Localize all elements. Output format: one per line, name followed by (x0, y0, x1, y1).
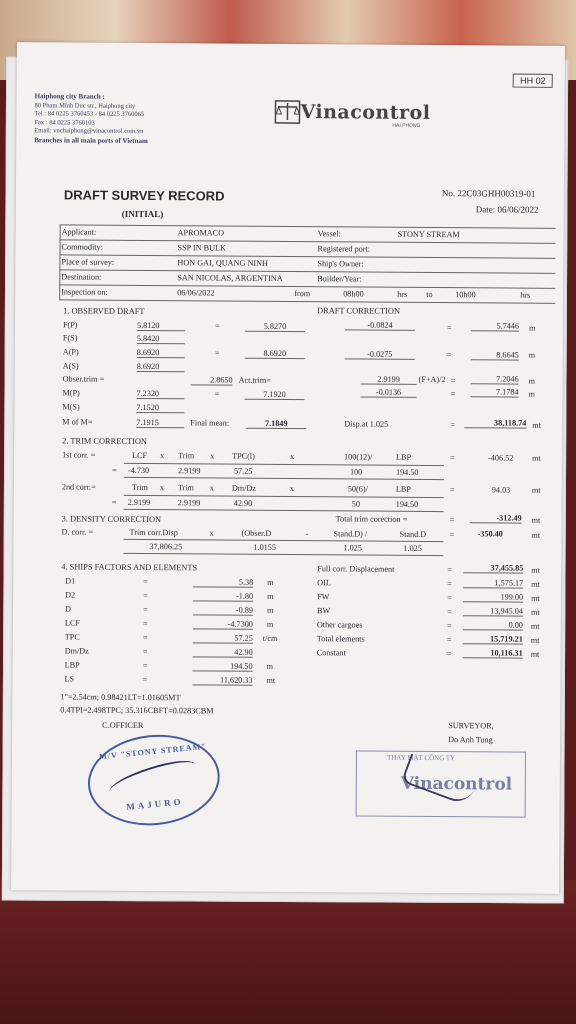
ship-stamp-port: MAJURO (125, 796, 185, 812)
bw-label: BW (316, 606, 331, 616)
minus-sign: - (305, 529, 309, 539)
branch-fax: Fax : 84 0225 3760103 (34, 118, 95, 127)
unit-lbp: m (266, 661, 274, 671)
port-label: Registered port: (317, 244, 371, 254)
eq-dmdz: = (142, 646, 148, 657)
unit-c1: mt (532, 453, 541, 463)
eq-ls: = (142, 674, 148, 685)
builder-label: Builder/Year: (317, 274, 362, 284)
first-corr-label: 1st corr. = (62, 450, 96, 460)
unit-bw: mt (530, 607, 540, 617)
lcf-value: -4.7300 (193, 619, 253, 629)
lcf-header: LCF (132, 450, 148, 461)
tpc-label: TPC (64, 632, 80, 642)
branch-note: Branches in all main ports of Vietnam (34, 135, 148, 145)
mom-value: 7.1915 (136, 418, 184, 428)
d1-value: 5.38 (193, 577, 253, 587)
x2: x (210, 451, 215, 461)
f-correction: -0.0824 (345, 320, 415, 330)
eq-fa: = (450, 376, 456, 386)
sd2-header: Stand.D (399, 529, 427, 539)
total-elements-value: 15,719.21 (463, 634, 523, 644)
ls-label: LS (64, 674, 75, 684)
m-result: 7.1784 (470, 387, 518, 397)
commodity-label: Commodity: (61, 242, 103, 252)
page-title: DRAFT SURVEY RECORD (63, 187, 225, 204)
dmdz-label: Dm/Dz (64, 646, 89, 656)
destination-value: SAN NICOLAS, ARGENTINA (177, 273, 283, 283)
x3: x (290, 452, 295, 462)
owner-label: Ship's Owner: (317, 259, 364, 269)
m-mean: 7.1920 (244, 390, 304, 400)
c1-den: 100 (349, 467, 363, 477)
fs-label: F(S) (62, 333, 78, 343)
eq-oc: = (446, 621, 452, 631)
place-label: Place of survey: (61, 257, 115, 267)
as-label: A(S) (62, 361, 79, 371)
unit-d: m (266, 605, 274, 615)
fw-label: FW (317, 592, 330, 602)
applicant-label: Applicant: (61, 227, 97, 237)
branch-email: Email: vnchaiphong@vinacontrol.com.vn (34, 127, 144, 135)
eq-fmean: = (214, 321, 220, 331)
c2-trim-2: 2.9199 (177, 498, 201, 508)
a-result: 8.6645 (471, 350, 519, 360)
eq-ares: = (446, 350, 452, 360)
conversion-2: 0.4TPI=2.498TPC; 35.316CBFT=0.0283CBM (60, 705, 214, 716)
a-mean: 8.6920 (245, 349, 305, 359)
f-result: 5.7446 (471, 321, 519, 331)
x6: x (289, 484, 294, 494)
od-header: (Obser.D (241, 528, 272, 538)
unit-dcorr: mt (531, 530, 541, 540)
eq-mres: = (450, 389, 456, 399)
eq-disp: = (450, 420, 455, 430)
ship-factors-title: 4. SHIPS FACTORS AND ELEMENTS (61, 562, 198, 573)
eq-mmean: = (214, 389, 220, 399)
a-correction: -0.0275 (345, 349, 415, 359)
destination-label: Destination: (61, 272, 102, 282)
d-corr-label: D. corr. = (61, 527, 94, 537)
logo-sub: HAI PHONG (392, 122, 421, 129)
eq-bw: = (446, 607, 452, 617)
from-time: 08h00 (343, 289, 364, 299)
vessel-label: Vessel: (317, 229, 341, 239)
fa-result: 7.2046 (471, 374, 519, 384)
branch-name: Haiphong city Branch : (34, 92, 105, 101)
from-label: from (294, 289, 311, 299)
constant-value: 10,116.31 (463, 648, 523, 658)
fcd-value: 37,455.85 (463, 563, 523, 573)
doc-code: HH 02 (513, 74, 553, 88)
eq-fw: = (447, 593, 452, 603)
ship-stamp-name: M/V "STONY STREAM" (98, 741, 207, 762)
fp-value: 5.8120 (137, 321, 185, 331)
eq-const: = (446, 649, 452, 659)
m-correction: -0.0136 (360, 388, 416, 398)
disp-label: Disp.at 1.025 (344, 419, 389, 429)
d2-value: -1.80 (193, 591, 253, 601)
mom-label: M of M= (62, 417, 93, 427)
eq-lcf: = (142, 618, 148, 629)
place-value: HON GAI, QUANG NINH (177, 258, 268, 268)
x4: x (159, 483, 164, 493)
eq-dcorr: = (449, 530, 455, 540)
unit-ls: mt (266, 675, 276, 685)
unit-te: mt (530, 635, 540, 645)
inspection-date: 06/06/2022 (177, 288, 215, 298)
unit-ttc: mt (531, 515, 541, 525)
fp-label: F(P) (62, 320, 78, 330)
oil-label: OIL (317, 578, 331, 588)
ship-stamp (84, 729, 224, 831)
branch-tel: Tel : 84 0225 3760453 - 84 0225 3760065 (34, 110, 145, 118)
eq-c2: = (449, 485, 455, 495)
oil-value: 1,575.17 (463, 578, 523, 588)
lbp-value: 194.50 (193, 661, 253, 671)
total-trim-label: Total trim corection = (335, 514, 408, 524)
fa-label: (F+A)/2 (418, 374, 446, 385)
lbp-label: LBP (64, 660, 80, 670)
eq-d: = (142, 604, 148, 615)
record-date: Date: 06/06/2022 (475, 204, 539, 215)
x1: x (160, 451, 165, 461)
trim-correction-title: 2. TRIM CORRECTION (62, 436, 147, 447)
unit-fw: mt (531, 593, 540, 603)
constant-label: Constant (316, 648, 346, 658)
ap-value: 8.6920 (137, 348, 185, 358)
c2-dmdz: 42.90 (233, 498, 253, 508)
draft-correction-title: DRAFT CORRECTION (317, 306, 401, 316)
d1-label: D1 (65, 576, 76, 586)
ms-value: 7.1520 (136, 403, 184, 413)
hrs-label-2: hrs (520, 290, 531, 300)
total-trim-value: -312.49 (470, 513, 522, 523)
second-corr-label: 2nd corr.= (61, 482, 96, 492)
c2-trim-1: 2.9199 (127, 497, 151, 508)
c2-lbp: 194.50 (395, 499, 419, 509)
branch-address: 80 Pham Minh Duc str., Haiphong city (34, 101, 136, 110)
eq-c2b: = (111, 497, 117, 507)
record-number: No. 22C03GHH00319-01 (441, 188, 536, 199)
unit-oc: mt (530, 621, 540, 631)
officer-label: C.OFFICER (102, 720, 144, 730)
inspection-label: Inspection on: (61, 287, 108, 297)
sd1-value: 1.025 (343, 543, 362, 553)
company-stamp-top: THAY MẶT CÔNG TY (386, 753, 456, 763)
unit-d2: m (267, 591, 274, 601)
trim2-header-a: Trim (131, 482, 148, 493)
dmdz-header: Dm/Dz (231, 483, 256, 493)
vessel-value: STONY STREAM (397, 229, 460, 240)
other-cargoes-label: Other cargoes (316, 620, 363, 630)
commodity-value: SSP IN BULK (177, 243, 226, 253)
company-stamp-name: Vinacontrol (400, 773, 513, 795)
unit-a: m (528, 350, 536, 360)
lbp-header-1: LBP (396, 452, 412, 462)
tcd-header: Trim corr.Disp (129, 527, 178, 538)
vinacontrol-logo (274, 100, 431, 129)
conversion-1: 1"=2.54cm; 0.98421LT=1.01605MT (60, 692, 181, 703)
ls-value: 11,620.33 (192, 675, 252, 685)
to-time: 10h00 (455, 290, 476, 300)
tcd-value: 37,806.25 (149, 542, 183, 552)
d-corr-value: -350.40 (477, 529, 503, 539)
eq-oil: = (447, 579, 452, 589)
unit-fcd: mt (531, 565, 540, 575)
c1-trim: 2.9199 (177, 466, 201, 476)
final-mean-value: 7.1849 (246, 419, 306, 429)
od-value: 1.0155 (253, 542, 276, 552)
d-label: D (64, 604, 71, 614)
document-sheet (11, 42, 565, 894)
ms-label: M(S) (62, 402, 80, 412)
unit-lcf: m (266, 619, 274, 629)
as-value: 8.6920 (137, 362, 185, 372)
mp-label: M(P) (62, 388, 80, 398)
officer-signature (106, 754, 198, 802)
disp-value: 38,118.74 (464, 418, 526, 428)
c2-result: 94.03 (491, 485, 511, 495)
c1-num: 100(12)/ (344, 452, 373, 462)
unit-const: mt (530, 649, 540, 659)
trim-header: Trim (178, 451, 195, 461)
eq-tpc: = (142, 632, 148, 643)
unit-c2: mt (531, 485, 541, 495)
logo-name: Vinacontrol (300, 101, 431, 124)
unit-d1: m (267, 577, 274, 587)
eq-fcd: = (447, 565, 452, 575)
sd2-value: 1.025 (403, 543, 422, 553)
fs-value: 5.8420 (137, 334, 185, 344)
fw-value: 199.00 (463, 592, 523, 602)
page-subtitle: (INITIAL) (121, 208, 164, 220)
eq-te: = (446, 635, 452, 645)
total-elements-label: Total elements (316, 634, 365, 644)
sd1-header: Stand.D) / (333, 529, 368, 539)
mp-value: 7.2320 (136, 389, 184, 399)
c1-tpc: 57.25 (233, 466, 253, 476)
c2-den: 50 (351, 499, 360, 509)
c1-lbp: 194.50 (395, 467, 419, 477)
observed-draft-title: 1. OBSERVED DRAFT (63, 306, 145, 316)
hrs-label-1: hrs (397, 289, 408, 299)
surveyor-name: Do Anh Tung (448, 735, 493, 745)
d-value: -0.89 (193, 605, 253, 615)
fcd-label: Full corr. Displacement (317, 564, 395, 574)
dmdz-value: 42.90 (193, 647, 253, 657)
final-mean-label: Final mean: (190, 418, 230, 428)
c1-lcf: -4.730 (127, 465, 150, 476)
unit-oil: mt (531, 579, 540, 589)
branch-info (34, 92, 148, 146)
eq-lbp: = (142, 660, 148, 671)
surveyor-label: SURVEYOR, (448, 721, 494, 731)
act-trim-value: 2.9199 (361, 375, 417, 385)
unit-f: m (528, 323, 536, 333)
x7: x (209, 528, 214, 538)
unit-tpc: t/cm (262, 633, 278, 643)
tpc-header: TPC(l) (232, 451, 255, 461)
f-mean: 5.8270 (245, 322, 305, 332)
unit-m: m (528, 389, 535, 399)
trim2-header-b: Trim (177, 483, 194, 493)
obser-trim-label: Obser.trim = (62, 374, 105, 384)
lcf-label: LCF (64, 618, 80, 628)
other-cargoes-value: 0.00 (463, 620, 523, 630)
eq-c1: = (450, 453, 455, 463)
eq-ttc: = (449, 515, 455, 525)
eq-amean: = (214, 348, 220, 358)
to-label: to (426, 289, 433, 300)
unit-fa: m (528, 376, 536, 386)
eq-fres: = (446, 323, 452, 333)
c2-num: 50(6)/ (347, 484, 368, 494)
eq-d2: = (143, 590, 148, 601)
d2-label: D2 (65, 590, 76, 600)
x5: x (209, 483, 214, 493)
unit-disp: mt (532, 420, 541, 430)
eq-d1: = (143, 576, 148, 587)
bw-value: 13,945.04 (463, 606, 523, 616)
density-correction-title: 3. DENSITY CORRECTION (61, 514, 162, 525)
ap-label: A(P) (62, 347, 79, 357)
applicant-value: APROMACO (177, 228, 225, 238)
scale-icon (274, 100, 300, 124)
eq-c1b: = (111, 465, 117, 475)
tpc-value: 57.25 (193, 633, 253, 643)
obser-trim-value: 2.8650 (191, 375, 233, 385)
lbp-header-2: LBP (395, 484, 411, 494)
act-trim-label: Act.trim= (238, 375, 271, 385)
c1-result: -406.52 (488, 453, 514, 463)
